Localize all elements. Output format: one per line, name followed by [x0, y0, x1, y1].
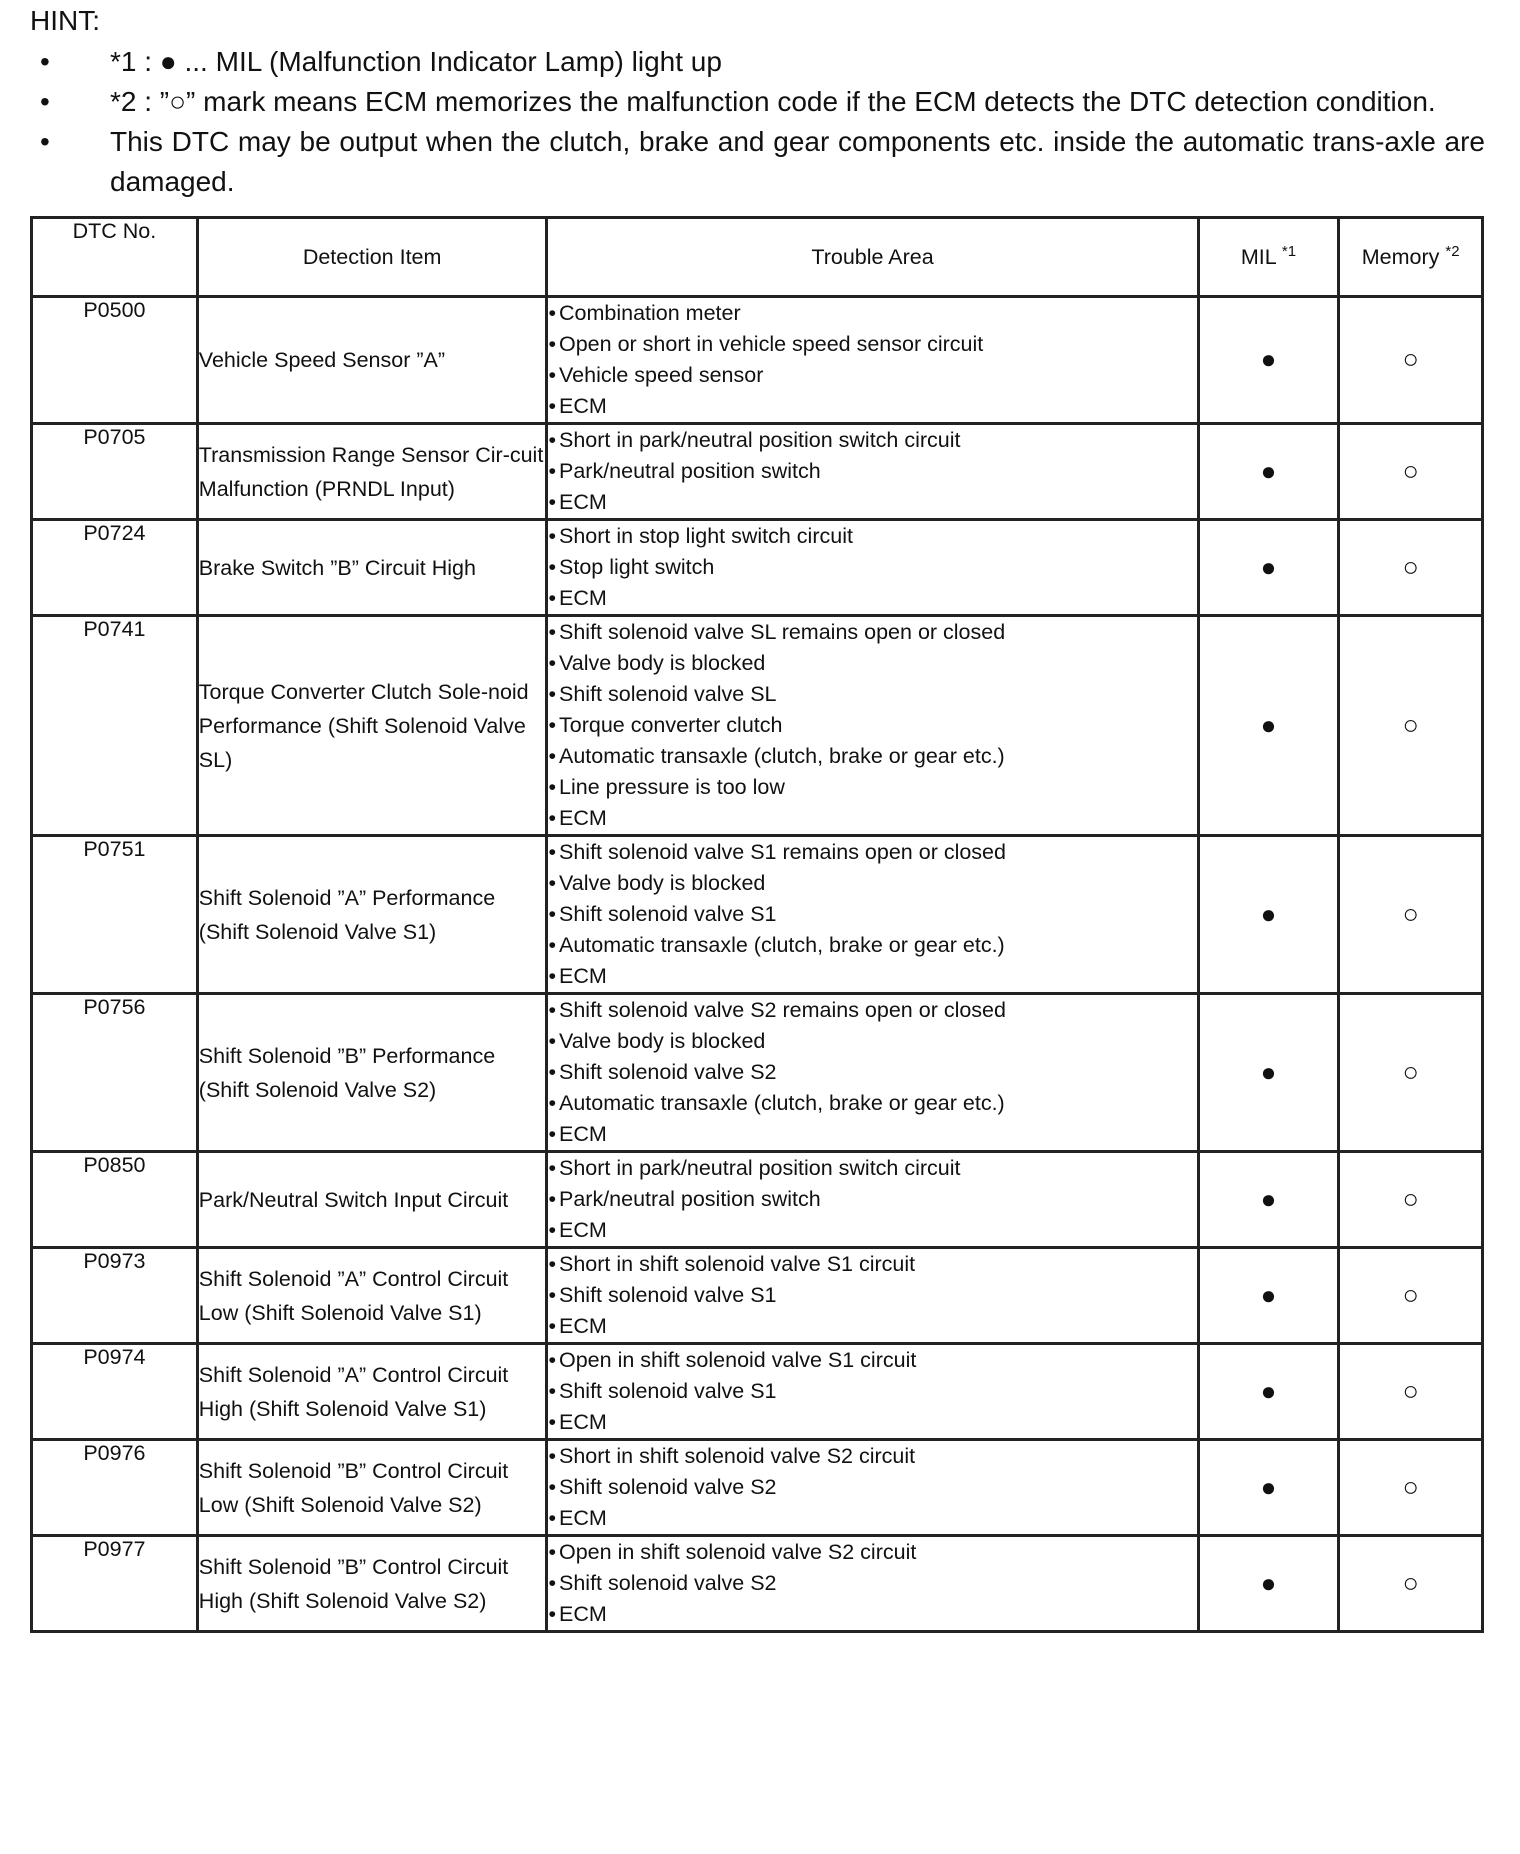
hint-text: *1 : ● ... MIL (Malfunction Indicator Lamp) light up — [110, 46, 722, 77]
hint-list — [30, 42, 1485, 202]
dtc-code-cell: P0973 — [32, 1248, 198, 1344]
mil-cell — [1198, 1152, 1339, 1248]
header-memory — [1339, 218, 1483, 297]
filled-circle-icon: ● — [1260, 344, 1277, 374]
trouble-area-item: • Torque converter clutch — [548, 710, 1196, 741]
trouble-area-list — [548, 521, 1196, 614]
detection-item-cell: Shift Solenoid ”B” Control Circuit Low (Shift Solenoid Valve S2) — [197, 1440, 547, 1536]
memory-cell — [1339, 994, 1483, 1152]
mil-cell — [1198, 424, 1339, 520]
trouble-area-item: • Shift solenoid valve S1 remains open or closed — [548, 837, 1196, 868]
trouble-area-item: • ECM — [548, 583, 1196, 614]
trouble-area-item: • ECM — [548, 1407, 1196, 1438]
trouble-area-list — [548, 1249, 1196, 1342]
dtc-code-cell: P0705 — [32, 424, 198, 520]
trouble-area-item: • Open in shift solenoid valve S2 circuit — [548, 1537, 1196, 1568]
filled-circle-icon: ● — [1260, 551, 1277, 582]
trouble-area-item: • Shift solenoid valve S1 — [548, 899, 1196, 930]
table-row — [32, 616, 1483, 836]
trouble-area-item: • Shift solenoid valve S2 — [548, 1057, 1196, 1088]
trouble-area-item: • Short in park/neutral position switch circuit — [548, 1153, 1196, 1184]
memory-cell — [1339, 1344, 1483, 1440]
trouble-area-item: • Short in park/neutral position switch circuit — [548, 425, 1196, 456]
filled-circle-icon: ● — [1260, 1279, 1277, 1310]
trouble-area-item: • Short in shift solenoid valve S2 circuit — [548, 1441, 1196, 1472]
trouble-area-item: • Valve body is blocked — [548, 1026, 1196, 1057]
trouble-area-item: • Shift solenoid valve S2 remains open or closed — [548, 995, 1196, 1026]
hollow-circle-icon: ○ — [1402, 455, 1419, 486]
mil-cell — [1198, 1440, 1339, 1536]
table-row — [32, 297, 1483, 424]
header-mil-note: *1 — [1281, 242, 1297, 260]
mil-cell — [1198, 1248, 1339, 1344]
trouble-area-cell — [547, 1152, 1198, 1248]
detection-item-cell: Shift Solenoid ”A” Control Circuit Low (Shift Solenoid Valve S1) — [197, 1248, 547, 1344]
table-row — [32, 1440, 1483, 1536]
dtc-code-cell: P0976 — [32, 1440, 198, 1536]
filled-circle-icon: ● — [1260, 455, 1277, 486]
dtc-code-cell: P0751 — [32, 836, 198, 994]
memory-cell — [1339, 1440, 1483, 1536]
mil-cell — [1198, 836, 1339, 994]
trouble-area-item: • ECM — [548, 1599, 1196, 1630]
hollow-circle-icon: ○ — [1402, 1471, 1419, 1502]
detection-item-cell: Brake Switch ”B” Circuit High — [197, 520, 547, 616]
trouble-area-item: • ECM — [548, 803, 1196, 834]
trouble-area-item: • ECM — [548, 961, 1196, 992]
trouble-area-cell — [547, 836, 1198, 994]
memory-cell — [1339, 1248, 1483, 1344]
hollow-circle-icon: ○ — [1402, 898, 1419, 929]
dtc-code-cell: P0974 — [32, 1344, 198, 1440]
trouble-area-item: • ECM — [548, 1311, 1196, 1342]
header-trouble-area: Trouble Area — [547, 218, 1198, 297]
filled-circle-icon: ● — [1260, 1471, 1277, 1502]
trouble-area-item: • Stop light switch — [548, 552, 1196, 583]
trouble-area-item: • Short in stop light switch circuit — [548, 521, 1196, 552]
trouble-area-list — [548, 995, 1196, 1150]
table-row — [32, 520, 1483, 616]
trouble-area-cell — [547, 1344, 1198, 1440]
header-memory-note: *2 — [1445, 242, 1460, 260]
trouble-area-list — [548, 1537, 1196, 1630]
memory-cell — [1339, 297, 1483, 424]
trouble-area-cell — [547, 1248, 1198, 1344]
dtc-table — [30, 216, 1484, 1633]
mil-cell — [1198, 1536, 1339, 1632]
detection-item-cell: Vehicle Speed Sensor ”A” — [197, 297, 547, 424]
hollow-circle-icon: ○ — [1402, 1279, 1419, 1310]
memory-cell — [1339, 520, 1483, 616]
trouble-area-list — [548, 1441, 1196, 1534]
dtc-code-cell: P0977 — [32, 1536, 198, 1632]
memory-cell — [1339, 424, 1483, 520]
trouble-area-item: • ECM — [548, 487, 1196, 518]
memory-cell — [1339, 836, 1483, 994]
memory-cell — [1339, 1152, 1483, 1248]
table-row — [32, 836, 1483, 994]
trouble-area-list — [548, 1153, 1196, 1246]
filled-circle-icon: ● — [1260, 709, 1277, 740]
hint-text: This DTC may be output when the clutch, brake and gear components etc. inside the automatic trans-axle are damaged. — [110, 126, 1485, 197]
trouble-area-item: • Automatic transaxle (clutch, brake or gear etc.) — [548, 741, 1196, 772]
bullet-icon: • — [40, 126, 50, 157]
dtc-table-body — [32, 297, 1483, 1632]
trouble-area-item: • Combination meter — [548, 298, 1196, 329]
header-mil-label: MIL — [1240, 244, 1276, 269]
trouble-area-item: • ECM — [548, 1503, 1196, 1534]
hint-text: *2 : ”○” mark means ECM memorizes the malfunction code if the ECM detects the DTC detection condition. — [110, 86, 1436, 117]
table-row — [32, 994, 1483, 1152]
trouble-area-item: • ECM — [548, 1119, 1196, 1150]
detection-item-cell: Transmission Range Sensor Cir-cuit Malfunction (PRNDL Input) — [197, 424, 547, 520]
filled-circle-icon: ● — [1260, 1567, 1277, 1598]
memory-cell — [1339, 616, 1483, 836]
filled-circle-icon: ● — [1260, 898, 1277, 929]
trouble-area-item: • Shift solenoid valve S2 — [548, 1568, 1196, 1599]
header-dtc-no: DTC No. — [32, 218, 198, 297]
table-row — [32, 1248, 1483, 1344]
header-detection-item: Detection Item — [197, 218, 547, 297]
trouble-area-item: • Open or short in vehicle speed sensor circuit — [548, 329, 1196, 360]
hollow-circle-icon: ○ — [1402, 1183, 1419, 1214]
dtc-code-cell: P0741 — [32, 616, 198, 836]
trouble-area-item: • Shift solenoid valve S1 — [548, 1280, 1196, 1311]
mil-cell — [1198, 297, 1339, 424]
trouble-area-item: • ECM — [548, 391, 1196, 422]
header-memory-label: Memory — [1361, 244, 1440, 269]
trouble-area-item: • Automatic transaxle (clutch, brake or gear etc.) — [548, 930, 1196, 961]
hint-item — [30, 42, 1485, 82]
mil-cell — [1198, 994, 1339, 1152]
header-mil — [1198, 218, 1339, 297]
hollow-circle-icon: ○ — [1402, 1567, 1419, 1598]
detection-item-cell: Shift Solenoid ”B” Control Circuit High (Shift Solenoid Valve S2) — [197, 1536, 547, 1632]
trouble-area-item: • Shift solenoid valve SL — [548, 679, 1196, 710]
trouble-area-item: • ECM — [548, 1215, 1196, 1246]
table-row — [32, 1152, 1483, 1248]
hint-title: HINT: — [30, 5, 100, 36]
trouble-area-cell — [547, 520, 1198, 616]
detection-item-cell: Park/Neutral Switch Input Circuit — [197, 1152, 547, 1248]
hint-item — [30, 122, 1485, 202]
trouble-area-list — [548, 298, 1196, 422]
table-header-row — [32, 218, 1483, 297]
trouble-area-cell — [547, 1440, 1198, 1536]
mil-cell — [1198, 1344, 1339, 1440]
trouble-area-item: • Shift solenoid valve S1 — [548, 1376, 1196, 1407]
table-row — [32, 1536, 1483, 1632]
table-row — [32, 1344, 1483, 1440]
detection-item-cell: Shift Solenoid ”A” Control Circuit High (Shift Solenoid Valve S1) — [197, 1344, 547, 1440]
memory-cell — [1339, 1536, 1483, 1632]
trouble-area-item: • Shift solenoid valve SL remains open or closed — [548, 617, 1196, 648]
trouble-area-item: • Valve body is blocked — [548, 648, 1196, 679]
hint-item — [30, 82, 1485, 122]
trouble-area-cell — [547, 424, 1198, 520]
bullet-icon: • — [40, 86, 50, 117]
dtc-code-cell: P0756 — [32, 994, 198, 1152]
mil-cell — [1198, 616, 1339, 836]
trouble-area-item: • Valve body is blocked — [548, 868, 1196, 899]
trouble-area-item: • Automatic transaxle (clutch, brake or gear etc.) — [548, 1088, 1196, 1119]
mil-cell — [1198, 520, 1339, 616]
trouble-area-item: • Park/neutral position switch — [548, 456, 1196, 487]
detection-item-cell: Shift Solenoid ”B” Performance (Shift Solenoid Valve S2) — [197, 994, 547, 1152]
dtc-code-cell: P0724 — [32, 520, 198, 616]
trouble-area-cell — [547, 994, 1198, 1152]
detection-item-cell: Torque Converter Clutch Sole-noid Performance (Shift Solenoid Valve SL) — [197, 616, 547, 836]
trouble-area-list — [548, 837, 1196, 992]
trouble-area-cell — [547, 1536, 1198, 1632]
trouble-area-cell — [547, 616, 1198, 836]
table-row — [32, 424, 1483, 520]
trouble-area-item: • Open in shift solenoid valve S1 circuit — [548, 1345, 1196, 1376]
detection-item-cell: Shift Solenoid ”A” Performance (Shift Solenoid Valve S1) — [197, 836, 547, 994]
hollow-circle-icon: ○ — [1402, 1375, 1419, 1406]
trouble-area-item: • Short in shift solenoid valve S1 circuit — [548, 1249, 1196, 1280]
dtc-code-cell: P0850 — [32, 1152, 198, 1248]
hollow-circle-icon: ○ — [1402, 709, 1419, 740]
dtc-code-cell: P0500 — [32, 297, 198, 424]
bullet-icon: • — [40, 46, 50, 77]
trouble-area-list — [548, 425, 1196, 518]
trouble-area-item: • Park/neutral position switch — [548, 1184, 1196, 1215]
hollow-circle-icon: ○ — [1402, 551, 1419, 582]
trouble-area-item: • Line pressure is too low — [548, 772, 1196, 803]
trouble-area-cell — [547, 297, 1198, 424]
trouble-area-item: • Shift solenoid valve S2 — [548, 1472, 1196, 1503]
trouble-area-item: • Vehicle speed sensor — [548, 360, 1196, 391]
hollow-circle-icon: ○ — [1402, 344, 1419, 374]
trouble-area-list — [548, 1345, 1196, 1438]
trouble-area-list — [548, 617, 1196, 834]
filled-circle-icon: ● — [1260, 1056, 1277, 1087]
filled-circle-icon: ● — [1260, 1183, 1277, 1214]
filled-circle-icon: ● — [1260, 1375, 1277, 1406]
hollow-circle-icon: ○ — [1402, 1056, 1419, 1087]
